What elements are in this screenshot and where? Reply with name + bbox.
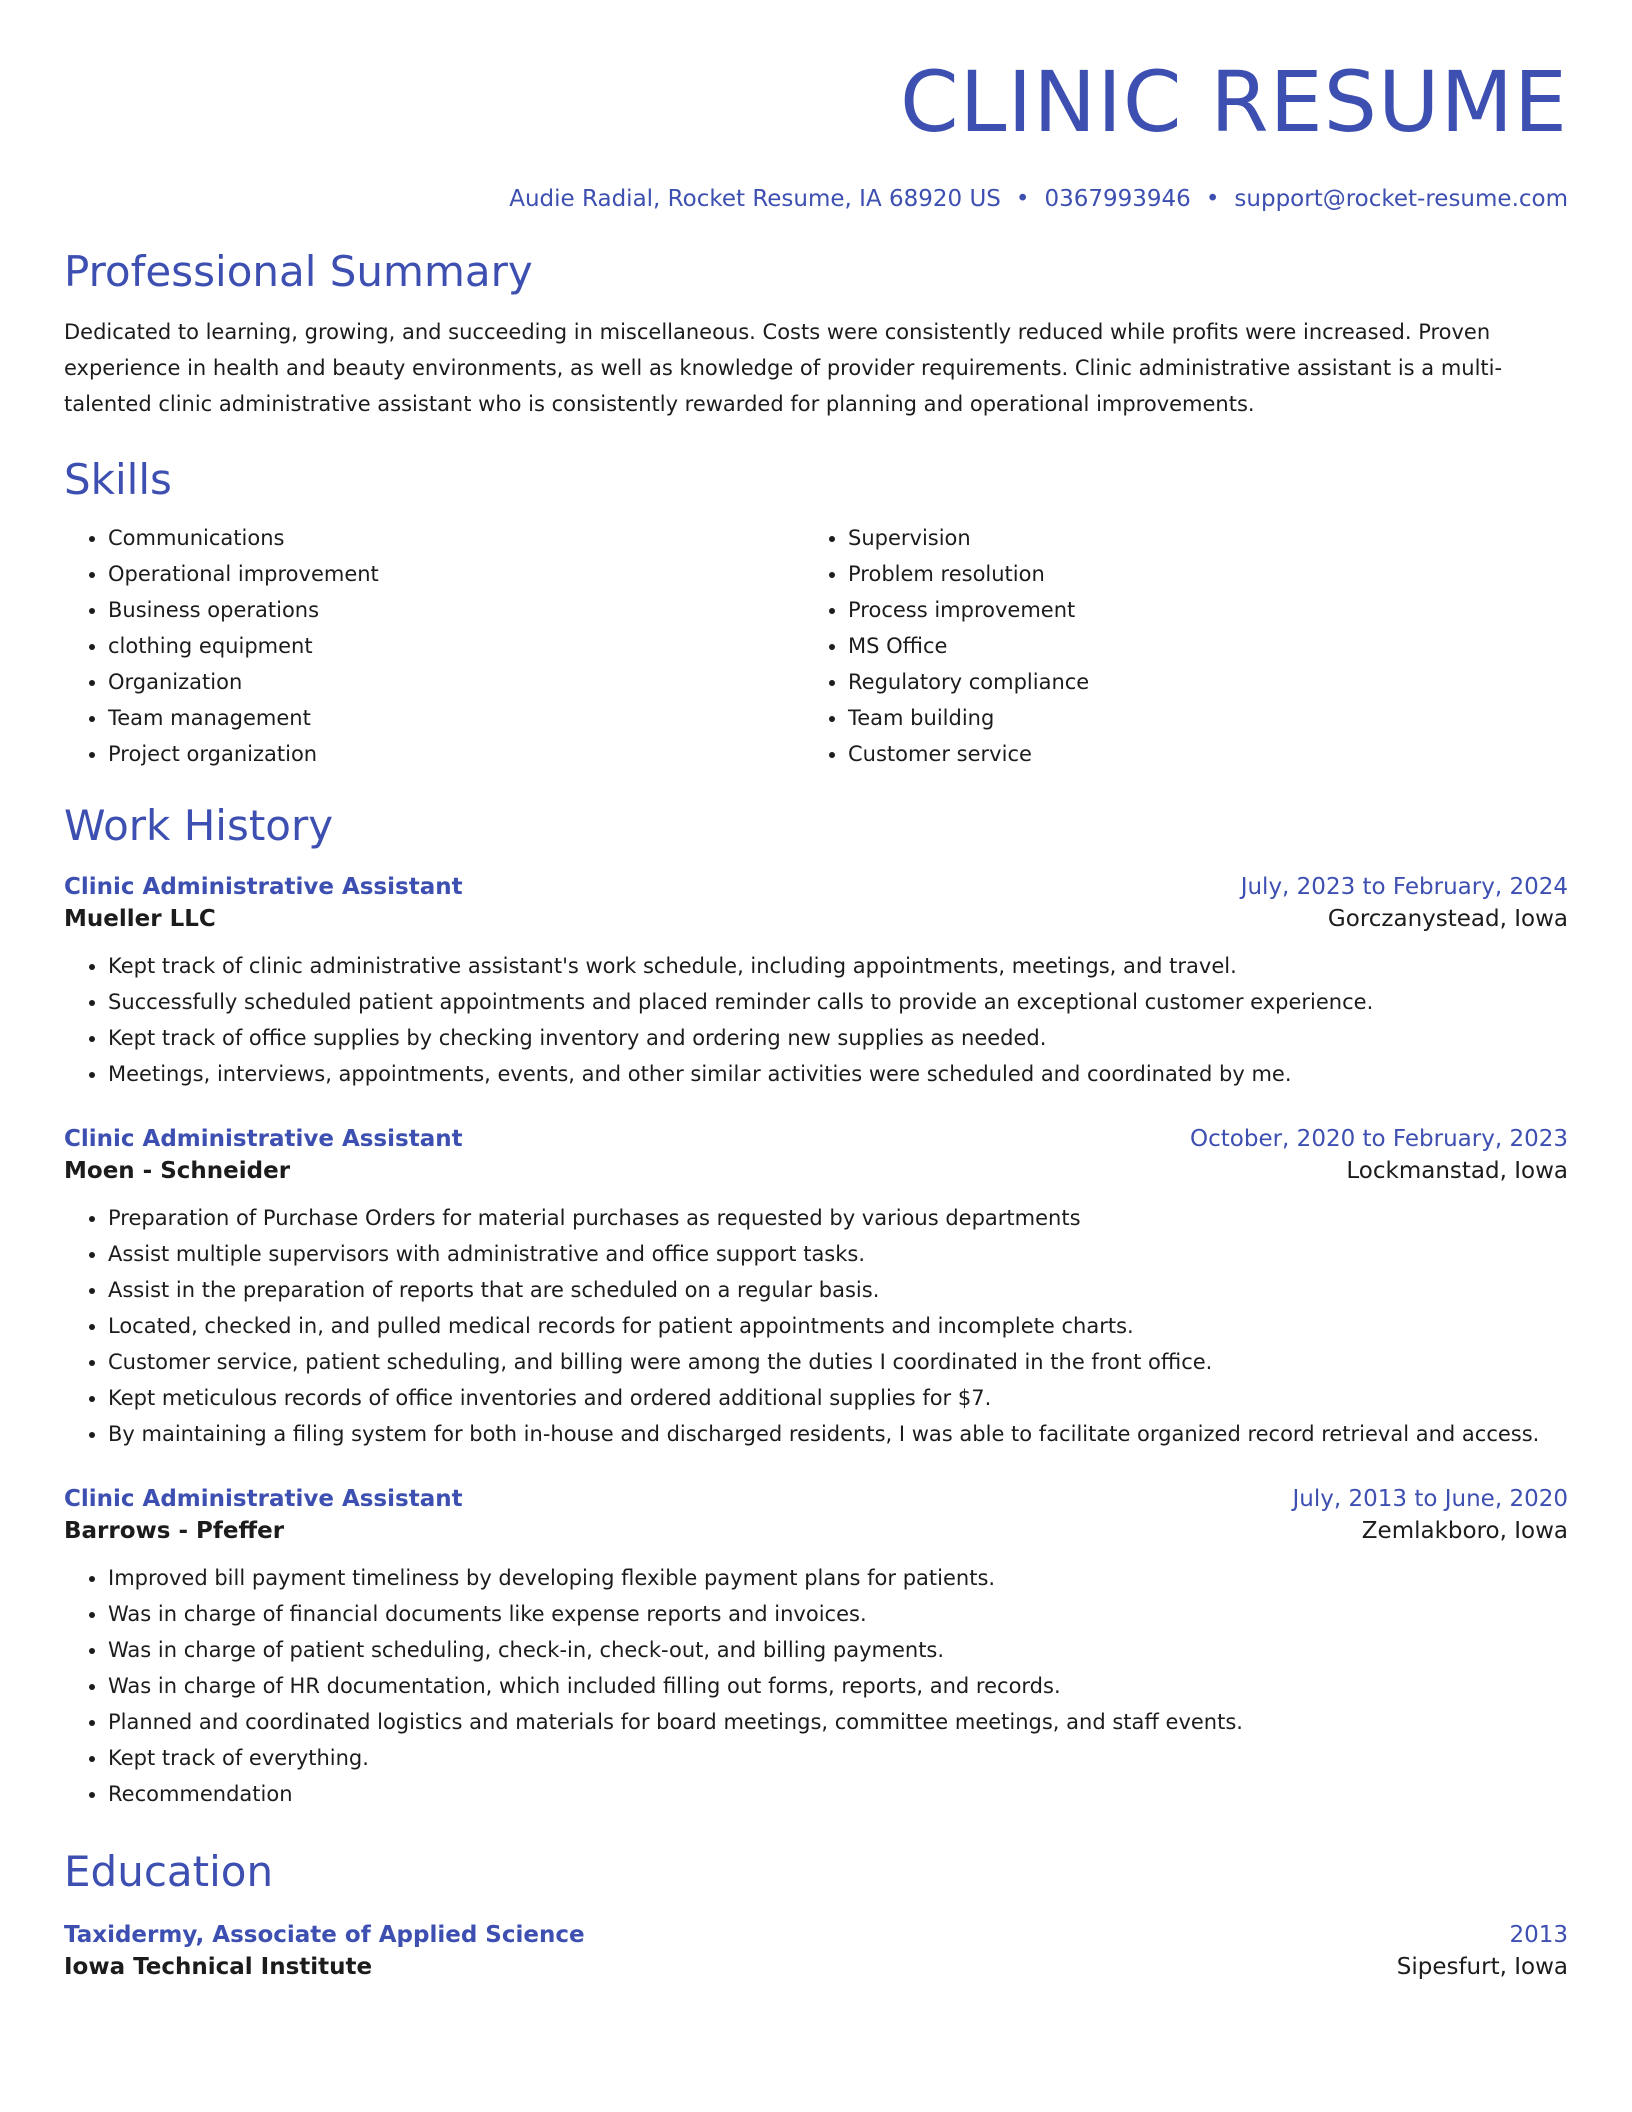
job-duty-item: • Kept track of everything. bbox=[108, 1740, 1568, 1776]
job-entry bbox=[64, 1126, 1568, 1452]
job-title: Clinic Administrative Assistant bbox=[64, 874, 463, 900]
skills-list-right bbox=[804, 520, 1544, 772]
job-header-row bbox=[64, 1126, 1568, 1152]
skill-item: • Project organization bbox=[108, 736, 804, 772]
education-school-row bbox=[64, 1948, 1568, 1980]
skill-item: • Operational improvement bbox=[108, 556, 804, 592]
job-company: Moen - Schneider bbox=[64, 1158, 291, 1184]
section-heading-education: Education bbox=[64, 1847, 274, 1896]
skill-item: • Customer service bbox=[848, 736, 1544, 772]
work-history-section bbox=[64, 800, 1568, 1812]
professional-summary-section bbox=[64, 246, 1568, 422]
job-company-row bbox=[64, 1512, 1568, 1544]
skill-item: • Organization bbox=[108, 664, 804, 700]
job-duty-item: • Improved bill payment timeliness by developing flexible payment plans for patients. bbox=[108, 1560, 1568, 1596]
job-duty-item: • Assist in the preparation of reports that are scheduled on a regular basis. bbox=[108, 1272, 1568, 1308]
job-duty-item: • Recommendation bbox=[108, 1776, 1568, 1812]
contact-line bbox=[64, 186, 1568, 212]
job-duty-item: • Was in charge of HR documentation, which included filling out forms, reports, and records. bbox=[108, 1668, 1568, 1704]
section-heading-work-history: Work History bbox=[64, 801, 334, 850]
contact-address: Audie Radial, Rocket Resume, IA 68920 US bbox=[509, 186, 1001, 212]
job-header-row bbox=[64, 1486, 1568, 1512]
separator-dot: • bbox=[1205, 186, 1220, 212]
job-duty-item: • Kept meticulous records of office inventories and ordered additional supplies for $7. bbox=[108, 1380, 1568, 1416]
job-dates: July, 2013 to June, 2020 bbox=[1292, 1486, 1568, 1512]
job-duty-item: • Was in charge of financial documents like expense reports and invoices. bbox=[108, 1596, 1568, 1632]
separator-dot: • bbox=[1015, 186, 1030, 212]
job-title: Clinic Administrative Assistant bbox=[64, 1486, 463, 1512]
skills-columns bbox=[64, 520, 1568, 772]
contact-phone: 0367993946 bbox=[1044, 186, 1191, 212]
job-duty-item: • Customer service, patient scheduling, and billing were among the duties I coordinated in the front office. bbox=[108, 1344, 1568, 1380]
job-duties-list bbox=[64, 948, 1568, 1092]
summary-text: Dedicated to learning, growing, and succeeding in miscellaneous. Costs were consistently reduced while profits were increased. Proven experience in health and beauty environments, as well as knowledge of provider requirements. Clinic administrative assistant is a multi-talented clinic administrative assistant who is consistently rewarded for planning and operational improvements. bbox=[64, 320, 1503, 416]
education-school: Iowa Technical Institute bbox=[64, 1954, 373, 1980]
section-heading-summary: Professional Summary bbox=[64, 247, 533, 296]
education-entry bbox=[64, 1922, 1568, 1980]
job-duty-item: • Kept track of office supplies by checking inventory and ordering new supplies as needed. bbox=[108, 1020, 1568, 1056]
skills-list-left bbox=[64, 520, 804, 772]
job-duty-item: • Located, checked in, and pulled medical records for patient appointments and incomplete charts. bbox=[108, 1308, 1568, 1344]
skill-item: • Supervision bbox=[848, 520, 1544, 556]
job-dates: October, 2020 to February, 2023 bbox=[1190, 1126, 1568, 1152]
job-duty-item: • Planned and coordinated logistics and materials for board meetings, committee meetings, and staff events. bbox=[108, 1704, 1568, 1740]
document-title: CLINIC RESUME bbox=[900, 53, 1568, 151]
education-header-row bbox=[64, 1922, 1568, 1948]
job-duty-item: • Preparation of Purchase Orders for material purchases as requested by various departments bbox=[108, 1200, 1568, 1236]
skill-item: • Team management bbox=[108, 700, 804, 736]
job-location: Gorczanystead, Iowa bbox=[1327, 906, 1568, 932]
job-location: Zemlakboro, Iowa bbox=[1361, 1518, 1568, 1544]
job-duty-item: • Successfully scheduled patient appointments and placed reminder calls to provide an exceptional customer experience. bbox=[108, 984, 1568, 1020]
education-year: 2013 bbox=[1509, 1922, 1568, 1948]
skill-item: • Business operations bbox=[108, 592, 804, 628]
skill-item: • MS Office bbox=[848, 628, 1544, 664]
skill-item: • Team building bbox=[848, 700, 1544, 736]
job-entry bbox=[64, 1486, 1568, 1812]
job-company-row bbox=[64, 1152, 1568, 1184]
job-duty-item: • Meetings, interviews, appointments, events, and other similar activities were scheduled and coordinated by me. bbox=[108, 1056, 1568, 1092]
job-duties-list bbox=[64, 1560, 1568, 1812]
job-entry bbox=[64, 874, 1568, 1092]
skill-item: • Process improvement bbox=[848, 592, 1544, 628]
education-location: Sipesfurt, Iowa bbox=[1396, 1954, 1568, 1980]
job-duty-item: • Kept track of clinic administrative assistant's work schedule, including appointments, meetings, and travel. bbox=[108, 948, 1568, 984]
section-heading-skills: Skills bbox=[64, 455, 172, 504]
job-company: Barrows - Pfeffer bbox=[64, 1518, 285, 1544]
job-header-row bbox=[64, 874, 1568, 900]
education-section bbox=[64, 1846, 1568, 1980]
resume-header bbox=[64, 0, 1568, 212]
job-dates: July, 2023 to February, 2024 bbox=[1240, 874, 1568, 900]
skill-item: • Regulatory compliance bbox=[848, 664, 1544, 700]
skill-item: • Communications bbox=[108, 520, 804, 556]
job-title: Clinic Administrative Assistant bbox=[64, 1126, 463, 1152]
contact-email: support@rocket-resume.com bbox=[1234, 186, 1568, 212]
education-degree: Taxidermy, Associate of Applied Science bbox=[64, 1922, 585, 1948]
job-location: Lockmanstad, Iowa bbox=[1346, 1158, 1568, 1184]
skill-item: • Problem resolution bbox=[848, 556, 1544, 592]
skills-section bbox=[64, 454, 1568, 772]
job-company: Mueller LLC bbox=[64, 906, 216, 932]
job-duty-item: • Assist multiple supervisors with administrative and office support tasks. bbox=[108, 1236, 1568, 1272]
skill-item: • clothing equipment bbox=[108, 628, 804, 664]
job-duty-item: • By maintaining a filing system for both in-house and discharged residents, I was able to facilitate organized record retrieval and access. bbox=[108, 1416, 1568, 1452]
job-company-row bbox=[64, 900, 1568, 932]
job-duties-list bbox=[64, 1200, 1568, 1452]
job-duty-item: • Was in charge of patient scheduling, check-in, check-out, and billing payments. bbox=[108, 1632, 1568, 1668]
